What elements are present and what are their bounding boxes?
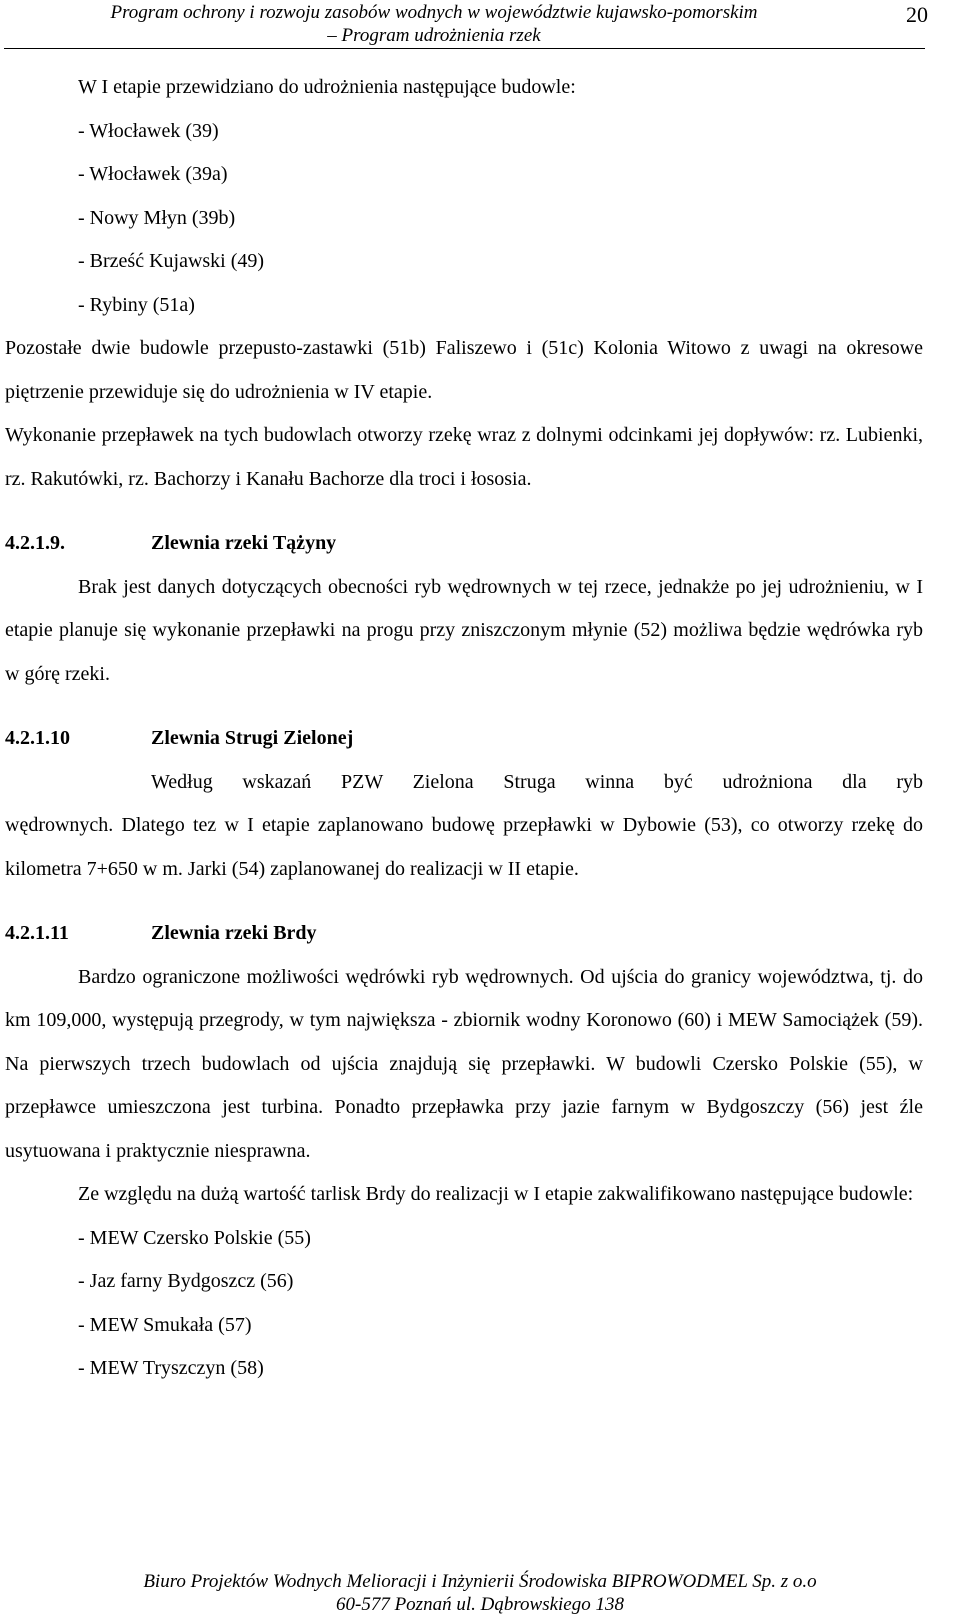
- section-paragraph: Bardzo ograniczone możliwości wędrówki ryb wędrownych. Od ujścia do granicy województwa, tj. do km 109,000, występują przegrody, w tym największa - zbiornik wodny Koronowo (60) i MEW Samociążek (59). Na pierwszych trzech budowlach od ujścia znajdują się przepławki. W budowli Czersko Polskie (55), w przepławce umieszczona jest turbina. Ponadto przepławka przy jazie farnym w Bydgoszczy (56) jest źle usytuowana i praktycznie niesprawna.: [5, 965, 923, 1162]
- section-title: Zlewnia Strugi Zielonej: [151, 727, 354, 749]
- section-paragraph: Brak jest danych dotyczących obecności ryb wędrownych w tej rzece, jednakże po jej udrożnieniu, w I etapie planuje się wykonanie przepławki na progu przy zniszczonym młynie (52) możliwa będzie wędrówka ryb w górę rzeki.: [5, 575, 923, 685]
- list-item: - Włocławek (39a): [78, 163, 228, 185]
- intro-paragraph: W I etapie przewidziano do udrożnienia następujące budowle:: [78, 76, 576, 98]
- header-title-line2: – Program udrożnienia rzek: [327, 25, 541, 46]
- section-title: Zlewnia rzeki Brdy: [151, 922, 317, 944]
- section-number: 4.2.1.9.: [5, 532, 65, 554]
- list-item: - Jaz farny Bydgoszcz (56): [78, 1270, 294, 1292]
- section-paragraph: wędrownych. Dlatego tez w I etapie zaplanowano budowę przepławki w Dybowie (53), co otworzy rzekę do kilometra 7+650 w m. Jarki (54) zaplanowanej do realizacji w II etapie.: [5, 814, 923, 880]
- document-body: [5, 66, 923, 1391]
- list-item: - Rybiny (51a): [78, 293, 195, 316]
- section-heading: [5, 522, 923, 566]
- footer-line1: Biuro Projektów Wodnych Melioracji i Inżynierii Środowiska BIPROWODMEL Sp. z o.o: [143, 1571, 817, 1592]
- paragraph-remaining-structures: Pozostałe dwie budowle przepusto-zastawki (51b) Faliszewo i (51c) Kolonia Witowo z uwagi na okresowe piętrzenie przewiduje się do udrożnienia w IV etapie.: [5, 337, 923, 403]
- spacer: [5, 891, 923, 912]
- spacer: [5, 501, 923, 522]
- page-number: 20: [906, 2, 928, 27]
- footer-line2: 60-577 Poznań ul. Dąbrowskiego 138: [336, 1594, 624, 1615]
- paragraph-fish-passes: Wykonanie przepławek na tych budowlach otworzy rzekę wraz z dolnymi odcinkami jej dopływów: rz. Lubienki, rz. Rakutówki, rz. Bachorzy i Kanału Bachorze dla troci i łososia.: [5, 424, 923, 490]
- section-number: 4.2.1.10: [5, 727, 70, 749]
- list-item: - MEW Czersko Polskie (55): [78, 1226, 311, 1249]
- list-item: - MEW Tryszczyn (58): [78, 1357, 264, 1379]
- list-item: - Nowy Młyn (39b): [78, 206, 236, 229]
- section-heading: [5, 717, 923, 761]
- spacer: [5, 696, 923, 717]
- section-heading: [5, 912, 923, 956]
- header-divider: [4, 48, 925, 49]
- page-footer: [0, 1570, 960, 1616]
- list-item: - MEW Smukała (57): [78, 1313, 252, 1336]
- section-paragraph-first-line: Według wskazań PZW Zielona Struga winna być udrożniona dla ryb: [151, 770, 923, 793]
- page-header: [0, 0, 960, 50]
- list-item: - Włocławek (39): [78, 119, 219, 142]
- section-title: Zlewnia rzeki Tążyny: [151, 532, 337, 554]
- list-item: - Brześć Kujawski (49): [78, 250, 265, 272]
- section-number: 4.2.1.11: [5, 922, 69, 944]
- header-title-line1: Program ochrony i rozwoju zasobów wodnych w województwie kujawsko-pomorskim: [110, 2, 758, 23]
- section-paragraph: Ze względu na dużą wartość tarlisk Brdy do realizacji w I etapie zakwalifikowano następujące budowle:: [78, 1183, 914, 1205]
